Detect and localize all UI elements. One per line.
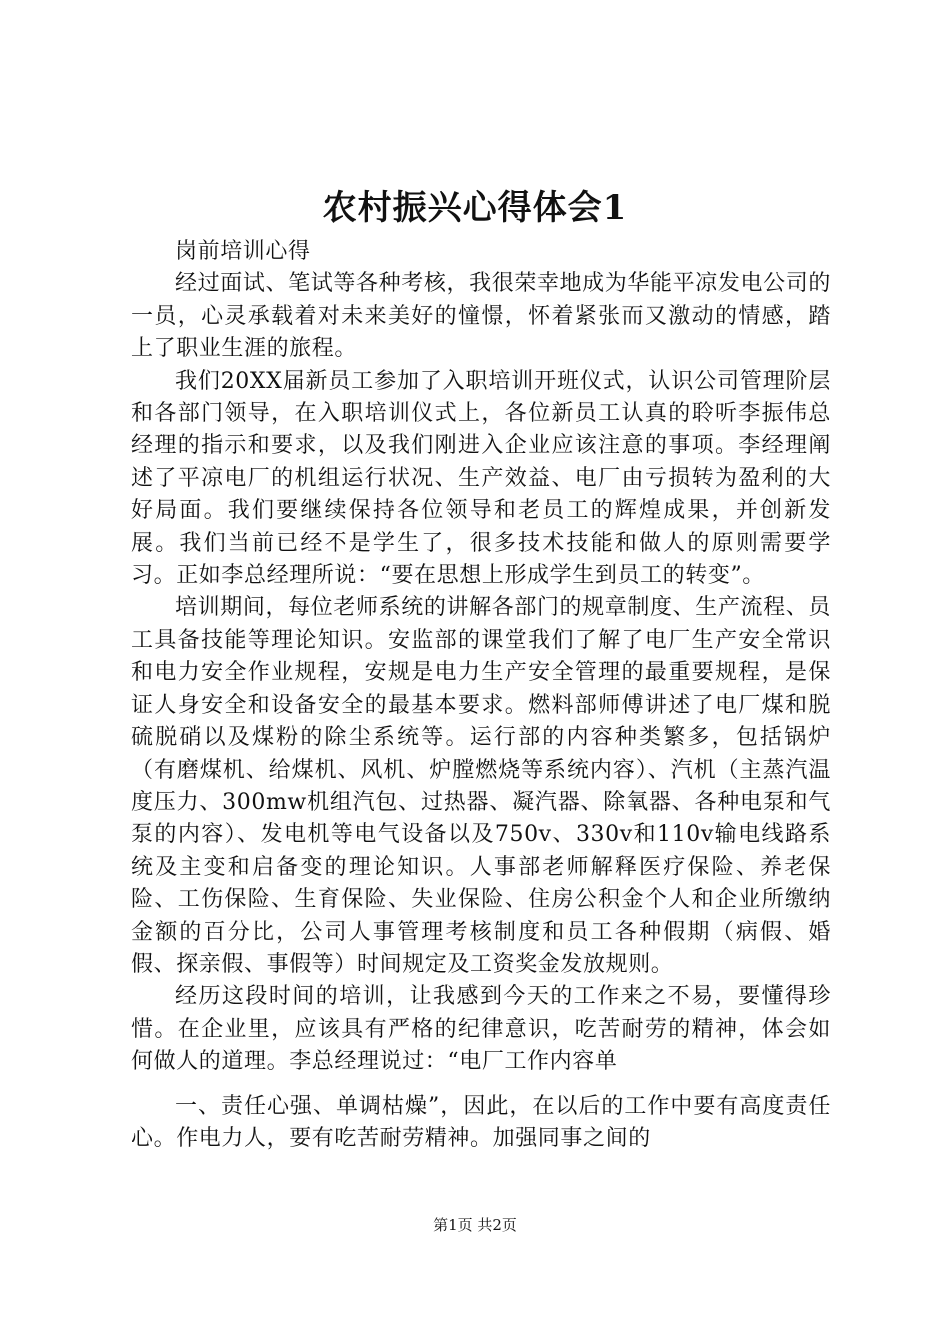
paragraph-heading: 岗前培训心得 — [175, 239, 311, 264]
paragraph: 我们20XX届新员工参加了入职培训开班仪式，认识公司管理阶层和各部门领导，在入职培训仪式上，各位新员工认真的聆听李振伟总经理的指示和要求，以及我们刚进入企业应该注意的事项。李经理阐述了平凉电厂的机组运行状况、生产效益、电厂由亏损转为盈利的大好局面。我们要继续保持各位领导和老员工的辉煌成果，并创新发展。我们当前已经不是学生了，很多技术技能和做人的原则需要学习。正如李总经理所说：“要在思想上形成学生到员工的转变”。 — [131, 368, 831, 589]
paragraph: 经历这段时间的培训，让我感到今天的工作来之不易，要懂得珍惜。在企业里，应该具有严格的纪律意识，吃苦耐劳的精神，体会如何做人的道理。李总经理说过：“电厂工作内容单 — [131, 984, 831, 1075]
paragraph: 一、责任心强、单调枯燥”，因此，在以后的工作中要有高度责任心。作电力人，要有吃苦耐劳精神。加强同事之间的 — [131, 1093, 831, 1151]
paragraph: 经过面试、笔试等各种考核，我很荣幸地成为华能平凉发电公司的一员，心灵承载着对未来美好的憧憬，怀着紧张而又激动的情感，踏上了职业生涯的旅程。 — [131, 271, 831, 362]
paragraph: 培训期间，每位老师系统的讲解各部门的规章制度、生产流程、员工具备技能等理论知识。安监部的课堂我们了解了电厂生产安全常识和电力安全作业规程，安规是电力生产安全管理的最重要规程，是保证人身安全和设备安全的最基本要求。燃料部师傅讲述了电厂煤和脱硫脱硝以及煤粉的除尘系统等。运行部的内容种类繁多，包括锅炉（有磨煤机、给煤机、风机、炉膛燃烧等系统内容）、汽机（主蒸汽温度压力、300mw机组汽包、过热器、凝汽器、除氧器、各种电泵和气泵的内容）、发电机等电气设备以及750v、330v和110v输电线路系统及主变和启备变的理论知识。人事部老师解释医疗保险、养老保险、工伤保险、生育保险、失业保险、住房公积金个人和企业所缴纳金额的百分比，公司人事管理考核制度和员工各种假期（病假、婚假、探亲假、事假等）时间规定及工资奖金发放规则。 — [131, 595, 831, 977]
document-title: 农村振兴心得体会1 — [322, 188, 628, 228]
page-footer: 第1页 共2页 — [433, 1216, 517, 1234]
document-body — [131, 236, 831, 1155]
